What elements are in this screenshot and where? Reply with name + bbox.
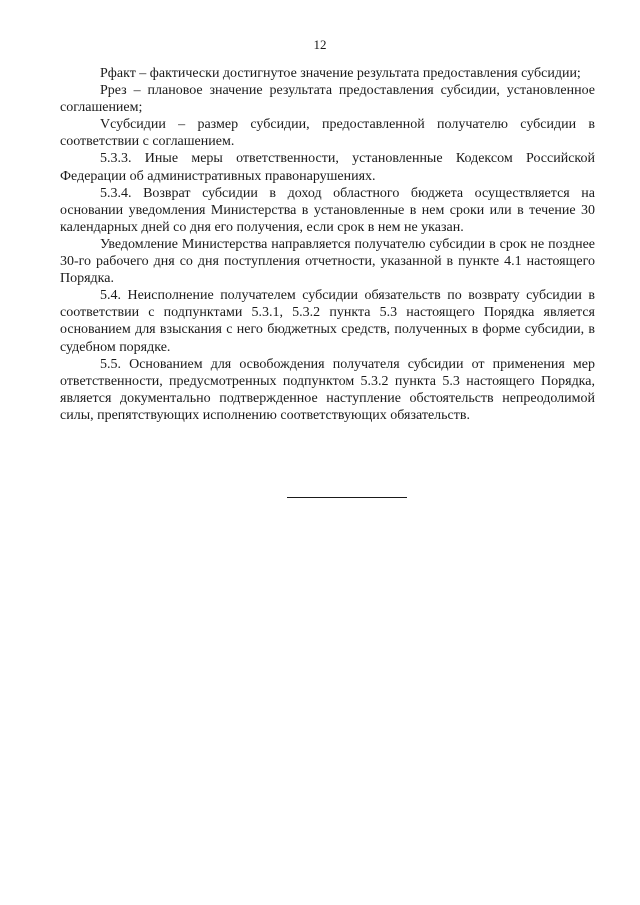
paragraph-notification: Уведомление Министерства направляется получателю субсидии в срок не позднее 30-го рабочего дня со дня поступления отчетности, указанной в пункте 4.1 настоящего Порядка. xyxy=(60,236,595,287)
paragraph-5-4: 5.4. Неисполнение получателем субсидии обязательств по возврату субсидии в соответствии с подпунктами 5.3.1, 5.3.2 пункта 5.3 настоящего Порядка является основанием для взыскания с него бюджетных средств, полученных в форме субсидии, в судебном порядке. xyxy=(60,288,595,355)
page-number: 12 xyxy=(313,37,327,52)
paragraph-5-3-4: 5.3.4. Возврат субсидии в доход областного бюджета осуществляется на основании уведомления Министерства в установленные в нем сроки или в течение 30 календарных дней со дня его получения, если срок в нем не указан. xyxy=(60,185,595,235)
paragraph-5-5: 5.5. Основанием для освобождения получателя субсидии от применения мер ответственности, предусмотренных подпунктом 5.3.2 пункта 5.3 настоящего Порядка, является документально подтвержденное наступление обстоятельств непреодолимой силы, препятствующих исполнению соответствующих обязательств. xyxy=(60,356,595,423)
end-divider-line xyxy=(287,497,407,498)
paragraph-rfact: Рфакт – фактически достигнутое значение результата предоставления субсидии; xyxy=(100,66,581,81)
paragraph-5-3-3: 5.3.3. Иные меры ответственности, установленные Кодексом Российской Федерации об административных правонарушениях. xyxy=(60,151,595,184)
paragraph-vsubsidii: Vсубсидии – размер субсидии, предоставленной получателю субсидии в соответствии с соглашением. xyxy=(60,117,595,150)
document-body xyxy=(60,65,595,424)
paragraph-rrez: Ррез – плановое значение результата предоставления субсидии, установленное соглашением; xyxy=(60,83,595,116)
